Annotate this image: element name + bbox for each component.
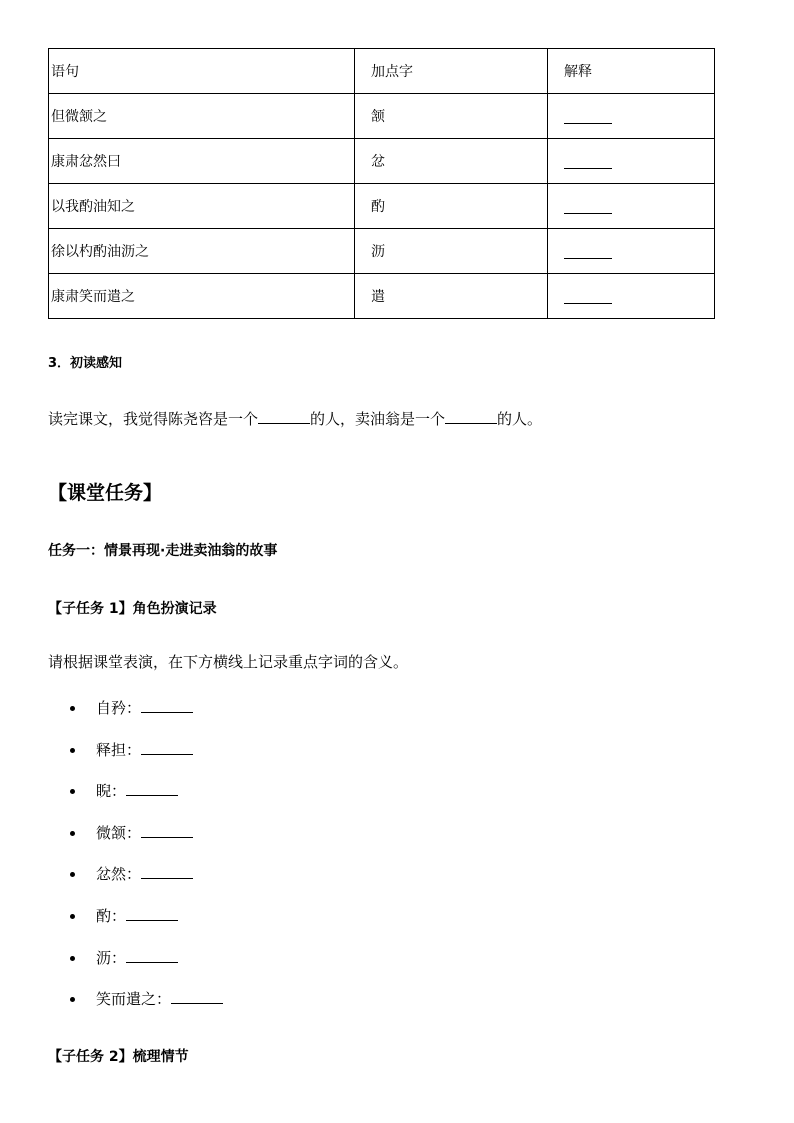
word-label: 沥： xyxy=(96,948,127,967)
vocabulary-table xyxy=(48,48,715,319)
list-item xyxy=(70,946,223,988)
answer-blank[interactable] xyxy=(141,698,193,713)
row-answer-cell[interactable] xyxy=(548,274,715,319)
answer-blank[interactable] xyxy=(564,289,612,304)
section-3-heading: 3．初读感知 xyxy=(48,356,123,371)
bullet-icon xyxy=(70,748,75,753)
word-label: 笑而遣之： xyxy=(96,990,172,1009)
word-label: 微颔： xyxy=(96,823,142,842)
list-item xyxy=(70,696,223,738)
row-word: 沥 xyxy=(355,229,548,274)
subtask-1-title: 【子任务 1】角色扮演记录 xyxy=(48,601,217,617)
answer-blank[interactable] xyxy=(564,154,612,169)
answer-blank[interactable] xyxy=(126,906,178,921)
table-row xyxy=(49,94,715,139)
chen-yaozi-blank[interactable] xyxy=(258,411,310,424)
prompt-text-a: 读完课文，我觉得陈尧咨是一个 xyxy=(48,410,259,428)
task-1-title: 任务一：情景再现·走进卖油翁的故事 xyxy=(48,543,278,559)
word-label: 睨： xyxy=(96,782,127,801)
header-explanation: 解释 xyxy=(548,49,715,94)
row-sentence: 徐以杓酌油沥之 xyxy=(49,229,355,274)
row-word: 忿 xyxy=(355,139,548,184)
key-words-list xyxy=(70,696,223,1029)
answer-blank[interactable] xyxy=(126,948,178,963)
word-label: 忿然： xyxy=(96,865,142,884)
word-label: 酌： xyxy=(96,906,127,925)
row-answer-cell[interactable] xyxy=(548,139,715,184)
row-sentence: 康肃忿然曰 xyxy=(49,139,355,184)
table-row xyxy=(49,229,715,274)
first-reading-prompt xyxy=(48,408,542,429)
table-row xyxy=(49,274,715,319)
oil-seller-blank[interactable] xyxy=(445,411,497,424)
row-answer-cell[interactable] xyxy=(548,94,715,139)
list-item xyxy=(70,862,223,904)
row-sentence: 以我酌油知之 xyxy=(49,184,355,229)
table-row xyxy=(49,139,715,184)
row-answer-cell[interactable] xyxy=(548,229,715,274)
row-answer-cell[interactable] xyxy=(548,184,715,229)
bullet-icon xyxy=(70,956,75,961)
list-item xyxy=(70,904,223,946)
bullet-icon xyxy=(70,997,75,1002)
answer-blank[interactable] xyxy=(141,740,193,755)
row-sentence: 但微颔之 xyxy=(49,94,355,139)
answer-blank[interactable] xyxy=(141,864,193,879)
bullet-icon xyxy=(70,831,75,836)
list-item xyxy=(70,987,223,1029)
bullet-icon xyxy=(70,914,75,919)
subtask-1-instruction: 请根据课堂表演，在下方横线上记录重点字词的含义。 xyxy=(48,653,409,671)
answer-blank[interactable] xyxy=(141,823,193,838)
table-row xyxy=(49,184,715,229)
table-header-row xyxy=(49,49,715,94)
bullet-icon xyxy=(70,706,75,711)
bullet-icon xyxy=(70,872,75,877)
answer-blank[interactable] xyxy=(171,989,223,1004)
answer-blank[interactable] xyxy=(564,109,612,124)
answer-blank[interactable] xyxy=(564,244,612,259)
answer-blank[interactable] xyxy=(564,199,612,214)
list-item xyxy=(70,779,223,821)
prompt-text-c: 的人。 xyxy=(497,410,543,428)
row-word: 遣 xyxy=(355,274,548,319)
bullet-icon xyxy=(70,789,75,794)
row-sentence: 康肃笑而遣之 xyxy=(49,274,355,319)
classroom-tasks-title: 【课堂任务】 xyxy=(48,482,163,504)
answer-blank[interactable] xyxy=(126,781,178,796)
header-word: 加点字 xyxy=(355,49,548,94)
row-word: 酌 xyxy=(355,184,548,229)
list-item xyxy=(70,738,223,780)
word-label: 释担： xyxy=(96,740,142,759)
prompt-text-b: 的人，卖油翁是一个 xyxy=(310,410,446,428)
list-item xyxy=(70,821,223,863)
word-label: 自矜： xyxy=(96,699,142,717)
header-sentence: 语句 xyxy=(49,49,355,94)
subtask-2-title: 【子任务 2】梳理情节 xyxy=(48,1049,189,1065)
row-word: 颔 xyxy=(355,94,548,139)
